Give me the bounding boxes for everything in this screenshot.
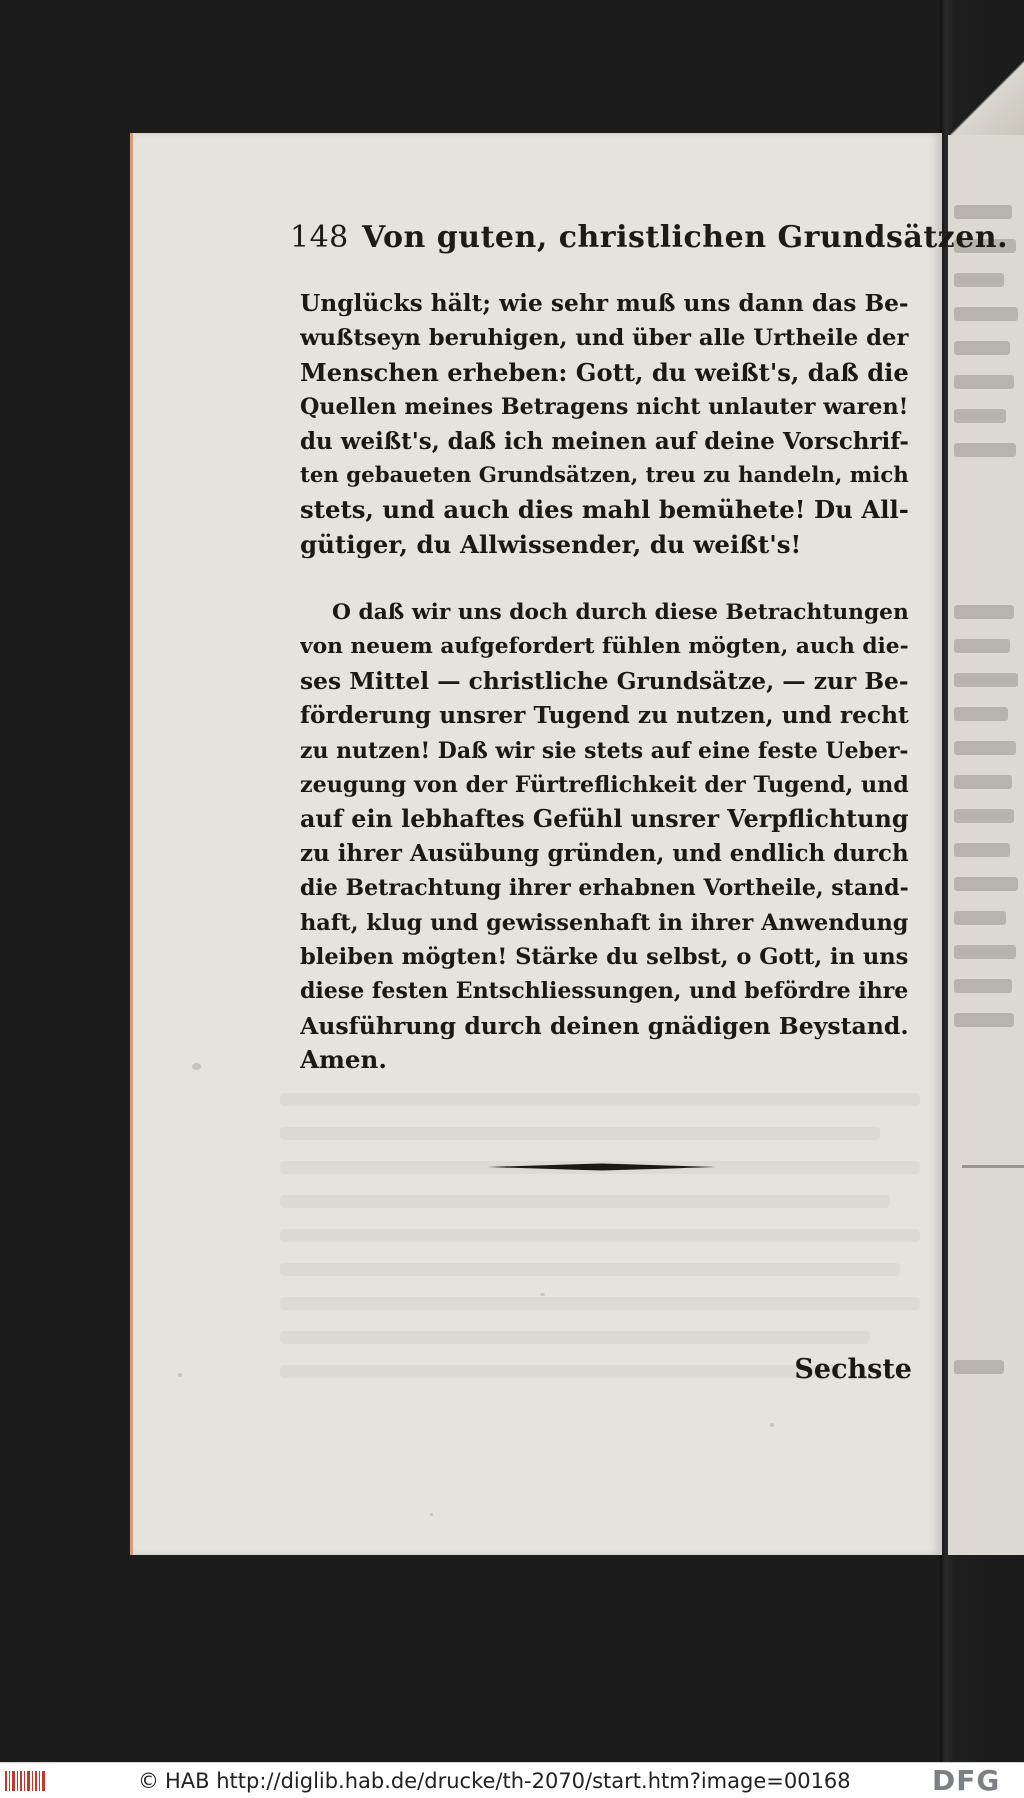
text-line: zu ihrer Ausübung gründen, und endlich durch: [300, 839, 909, 867]
hab-barcode-logo-icon: [4, 1769, 48, 1793]
catchword: Sechste: [794, 1354, 912, 1385]
text-line: zu nutzen! Daß wir sie stets auf eine feste Ueber-: [300, 737, 909, 764]
paragraph-1: [300, 287, 912, 562]
text-line: Quellen meines Betragens nicht unlauter waren!: [300, 394, 909, 421]
text-line: von neuem aufgefordert fühlen mögten, auch die-: [300, 634, 909, 660]
page-number: 148: [290, 220, 349, 255]
text-line: Ausführung durch deinen gnädigen Beystand.: [300, 1011, 909, 1040]
text-line: bleiben mögten! Stärke du selbst, o Gott, in uns: [300, 943, 909, 970]
text-line: zeugung von der Fürtreflichkeit der Tugend, und: [300, 771, 909, 798]
text-line: Amen.: [300, 1045, 387, 1075]
text-line: O daß wir uns doch durch diese Betrachtungen: [332, 600, 909, 625]
next-page-corner: [950, 60, 1024, 140]
text-line: haft, klug und gewissenhaft in ihrer Anwendung: [300, 909, 909, 936]
text-line: diese festen Entschliessungen, und befördre ihre: [300, 978, 909, 1005]
next-page-edge: [948, 135, 1024, 1555]
paragraph-2: [300, 596, 912, 1077]
text-line: ten gebaueten Grundsätzen, treu zu handeln, mich: [300, 462, 909, 488]
copyright-icon: ©: [138, 1769, 159, 1793]
running-head: [290, 220, 1009, 270]
text-line: auf ein lebhaftes Gefühl unsrer Verpflichtung: [300, 805, 909, 834]
text-line: Menschen erheben: Gott, du weißt's, daß die: [300, 357, 909, 387]
text-line: wußtseyn beruhigen, und über alle Urtheile der: [300, 325, 909, 352]
text-line: stets, und auch dies mahl bemühete! Du All-: [300, 495, 909, 525]
text-line: du weißt's, daß ich meinen auf deine Vorschrif-: [300, 427, 909, 455]
text-line: ses Mittel — christliche Grundsätze, — zur Be-: [300, 667, 909, 695]
ornament-rule: [488, 1163, 716, 1171]
dfg-logo: DFG: [932, 1764, 1001, 1797]
text-line: förderung unsrer Tugend zu nutzen, und recht: [300, 702, 909, 730]
text-line: Unglücks hält; wie sehr muß uns dann das Be-: [300, 290, 909, 317]
text-line: gütiger, du Allwissender, du weißt's!: [300, 529, 802, 559]
text-line: die Betrachtung ihrer erhabnen Vortheile, stand-: [300, 875, 909, 902]
footer-bar: [0, 1762, 1024, 1798]
source-citation: [138, 1766, 851, 1796]
running-title: Von guten, christlichen Grundsätzen.: [362, 220, 1009, 255]
source-url[interactable]: HAB http://diglib.hab.de/drucke/th-2070/start.htm?image=00168: [165, 1769, 851, 1793]
